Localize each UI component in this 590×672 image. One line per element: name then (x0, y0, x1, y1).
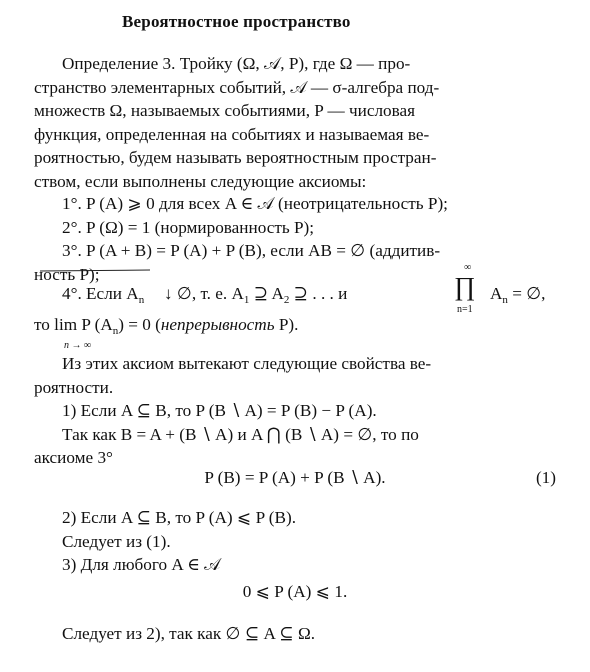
property-1 (34, 399, 579, 470)
axiom-4-line-1: 4°. Если $A_n$ ↓ ∅, т. е. $A_1$ ⊇ $A_2$ ⊇ . . . и $A_n$ = ∅, (62, 284, 546, 306)
definition-line-1: Определение 3. Тройку (Ω, 𝒜, P), где Ω — про- (62, 54, 411, 73)
axiom-2: 2°. P (Ω) = 1 (нормированность P); (62, 217, 315, 237)
property-3-statement: 3) Для любого A ∈ 𝒜 (62, 555, 221, 575)
section-title: Вероятностное пространство (122, 12, 351, 31)
product-lower-limit: n=1 (457, 304, 473, 315)
product-symbol: ∏ (454, 272, 476, 301)
property-3-proof (34, 622, 579, 646)
property-2-proof: Следует из (1). (62, 531, 171, 551)
equation-2: 0 ⩽ P (A) ⩽ 1. (242, 582, 348, 601)
axiom-4-line-2: то lim P $(A_n) = 0$ (непрерывность P). (34, 314, 299, 337)
property-3-proof-line: Следует из 2), так как ∅ ⊆ A ⊆ Ω. (62, 624, 316, 643)
definition-line-2: странство элементарных событий, 𝒜 — σ-алгебра под- (34, 77, 440, 97)
definition-paragraph (34, 52, 579, 194)
definition-line-3: множеств Ω, называемых событиями, P — числовая (34, 101, 416, 121)
properties-intro (34, 352, 579, 399)
definition-line-5: роятностью, будем называть вероятностным простран- (34, 148, 437, 168)
property-1-proof-line-1: Так как B = A + (B ∖ A) и A ⋂ (B ∖ A) = ∅, то по (62, 424, 419, 444)
property-1-statement: 1) Если A ⊆ B, то P (B ∖ A) = P (B) − P (A). (62, 401, 377, 420)
intro-line-1: Из этих аксиом вытекают следующие свойства ве- (62, 354, 432, 373)
definition-line-6: ством, если выполнены следующие аксиомы: (34, 171, 367, 191)
property-2 (34, 506, 579, 577)
product-upper-limit: ∞ (464, 262, 472, 273)
axioms-list (34, 192, 579, 286)
limit-subscript: n → ∞ (64, 340, 92, 351)
axiom-4 (34, 282, 579, 343)
definition-line-4: функция, определенная на событиях и называемая ве- (34, 124, 430, 144)
property-2-statement: 2) Если A ⊆ B, то P (A) ⩽ P (B). (62, 508, 297, 527)
equation-1-number: (1) (535, 468, 556, 487)
equation-1: P (B) = P (A) + P (B ∖ A). (204, 468, 386, 487)
axiom-3-line-2: ность P); (34, 264, 100, 284)
intro-line-2: роятности. (34, 377, 114, 397)
axiom-3-line-1: 3°. P (A + B) = P (A) + P (B), если AB = ∅ (аддитив- (62, 241, 441, 261)
axiom-1: 1°. P (A) ⩾ 0 для всех A ∈ 𝒜 (неотрицательность P); (62, 194, 448, 213)
property-1-proof-line-2: аксиоме 3° (34, 448, 113, 468)
